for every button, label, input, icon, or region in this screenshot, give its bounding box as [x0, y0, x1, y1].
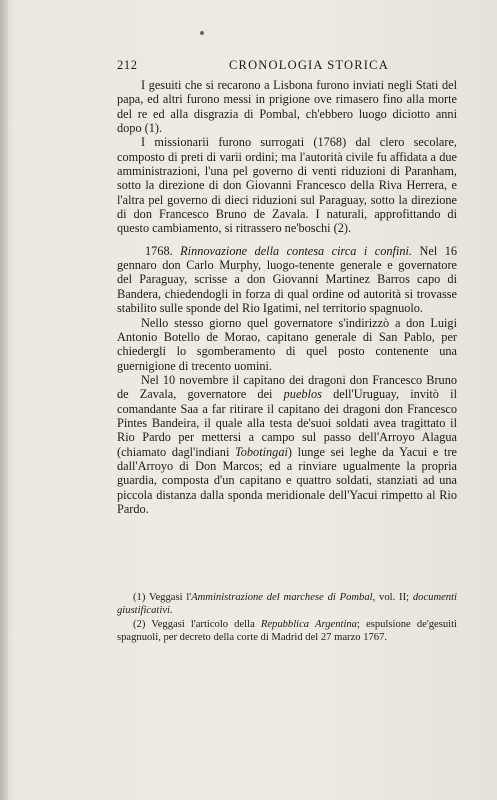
footnote-1 — [117, 592, 457, 617]
footnote-1-lead: (1) Veggasi l' — [133, 592, 192, 603]
running-title: CRONOLOGIA STORICA — [229, 58, 389, 72]
paragraph-november — [117, 373, 457, 516]
entry-text: Nel 16 gennaro don Carlo Murphy, luogo-tenente generale e governatore del Paraguay, scrisse a don Giovanni Martinez Barros capo di Bandera, chiedendogli in forza di qual ordine od autorità si trovasse stabilito sulle sponde del Rio Igatimi, nel territorio spagnuolo. — [117, 243, 457, 316]
page-number: 212 — [117, 58, 138, 72]
page-gutter-shadow — [0, 0, 8, 800]
entry-rubric: Rinnovazione della contesa circa i confini. — [180, 243, 413, 258]
footnote-2-lead: (2) Veggasi l'articolo della — [133, 619, 261, 631]
paragraph-1768-entry — [117, 244, 457, 316]
term-pueblos: pueblos — [283, 387, 322, 402]
entry-date: 1768. — [145, 243, 173, 258]
paragraph-botello: Nello stesso giorno quel governatore s'indirizzò a don Luigi Antonio Botello de Morao, capitano generale di San Pablo, per chiedergli lo sgomberamento di quel posto contenente una guernigione di trecento uomini. — [117, 315, 457, 373]
main-text — [117, 78, 457, 516]
footnotes — [117, 592, 457, 644]
footnote-1-vol: , vol. II; — [372, 592, 413, 603]
footnote-2-title: Repubblica Argentina — [260, 619, 357, 631]
paragraph-november-part-a: Nel 10 novembre il capitano dei dragoni don Francesco Bruno de Zavala, governatore dei — [117, 372, 457, 402]
footnote-1-title: Amministrazione del marchese di Pombal — [191, 592, 373, 603]
footnote-1-docs: documenti giustificativi. — [117, 592, 457, 616]
paragraph-november-part-b: dell'Uruguay, invitò il comandante Saa a far ritirare il capitano dei dragoni don Francesco Pintes Bandeira, il quale alla testa de'suoi soldati avea tragittato il Rio Pardo per mettersi a campo sul passo dell'Arroyo Alagua (chiamato dagl'indiani — [117, 387, 457, 459]
term-tobotingai: Tobotingai — [235, 444, 288, 459]
paragraph-jesuits-lisbon: I gesuiti che si recarono a Lisbona furono inviati negli Stati del papa, ed altri furono messi in prigione ove rimasero fino alla morte del re ed alla disgrazia di Pombal, ch'ebbero luogo diciotto anni dopo (1). — [117, 78, 457, 136]
paragraph-missionaries: I missionarii furono surrogati (1768) dal clero secolare, composto di preti di varii ordini; ma l'autorità civile fu affidata a due amministrazioni, l'una pel governo di venti riduzioni di Paranham, sotto la direzione di don Giovanni Francesco della Riva Herrera, e l'altra pel governo di dieci riduzioni sul Paraguay, sotto la direzione di don Francesco Bruno de Zavala. I naturali, approfittando di questo cambiamento, si ritrassero ne'boschi (2). — [117, 135, 457, 236]
ink-speck — [200, 31, 204, 35]
running-header — [117, 58, 447, 74]
footnote-2 — [117, 619, 457, 644]
paragraph-november-part-c: ) lunge sei leghe da Yacui e tre dall'Arroyo di Don Marcos; ed a rinviare ugualmente la propria guardia, composta d'un capitano e quattro soldati, stanziati ad una piccola distanza dalla sponda meridionale dell'Yacui rimpetto al Rio Pardo. — [117, 444, 457, 516]
footnote-2-rest: ; espulsione de'gesuiti spagnuoli, per decreto della corte di Madrid del 27 marzo 1767. — [117, 619, 457, 643]
